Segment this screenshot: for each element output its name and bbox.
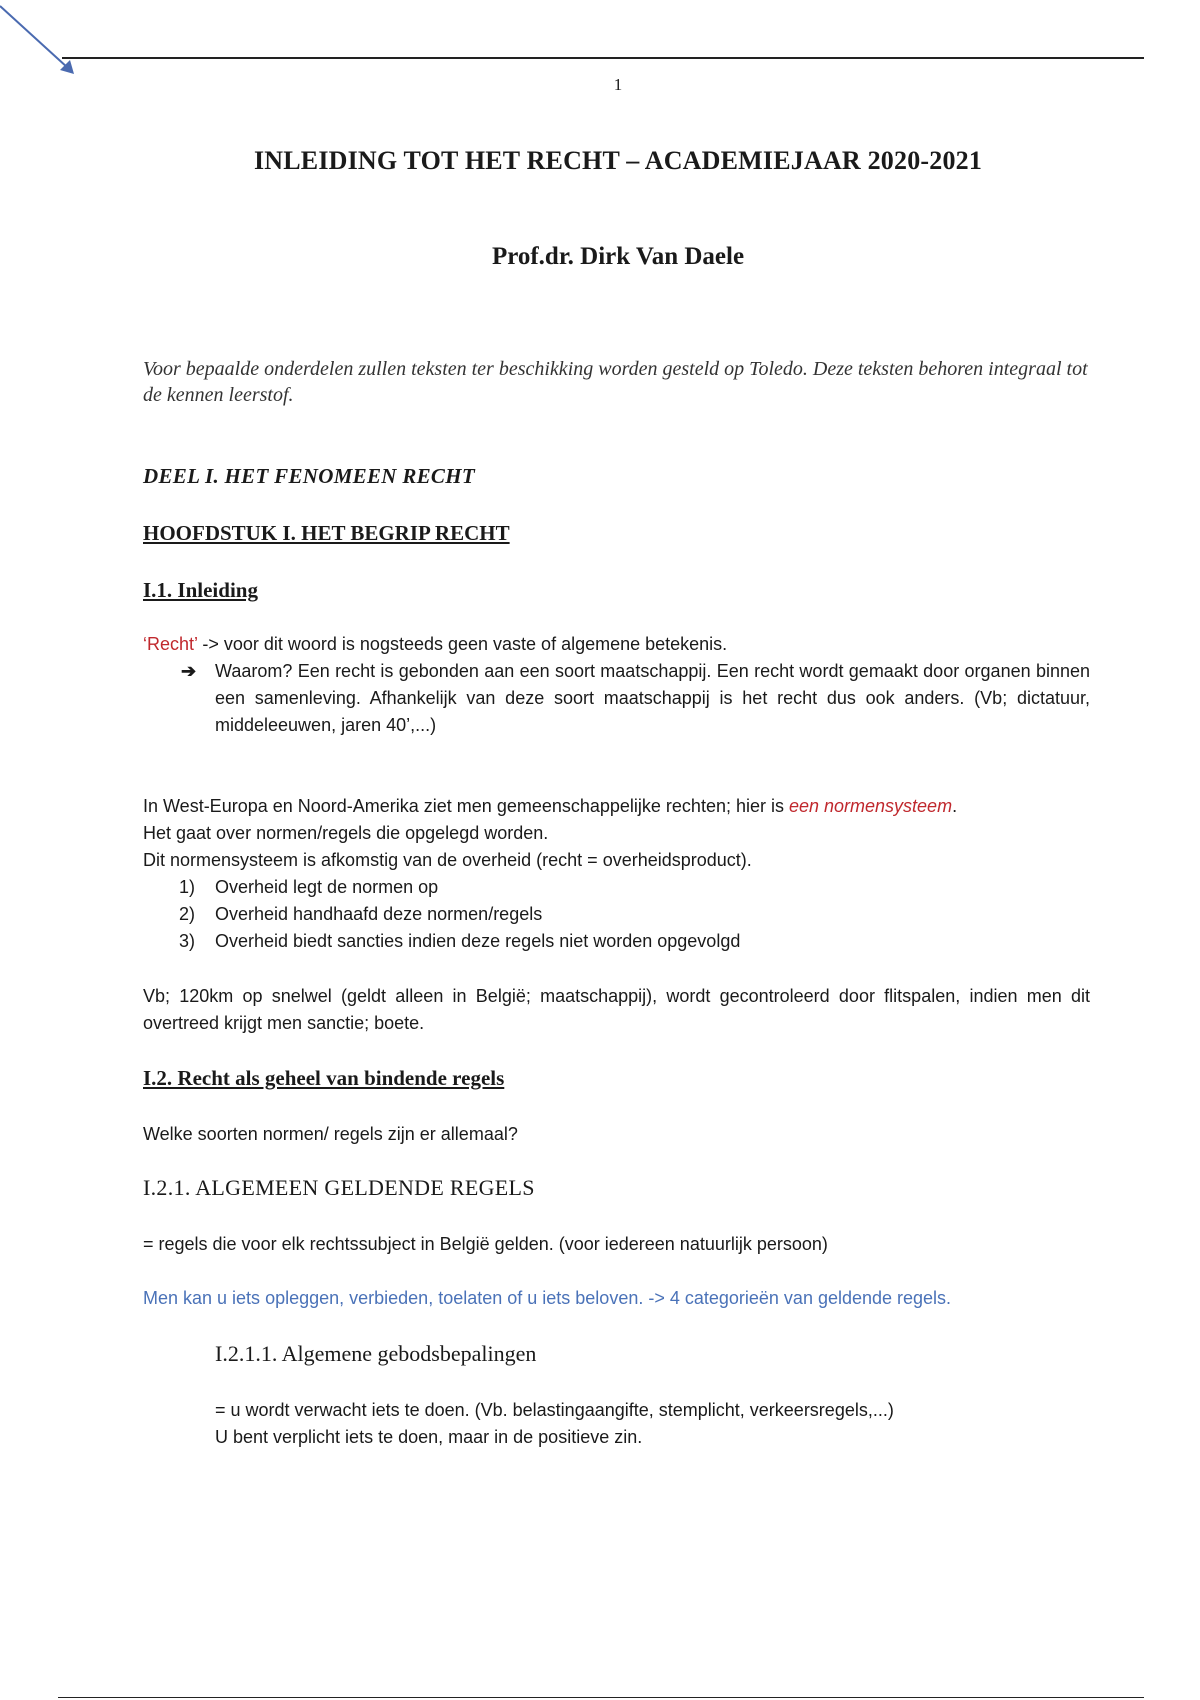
author-name: Prof.dr. Dirk Van Daele — [491, 243, 745, 270]
list-text: Overheid biedt sancties indien deze regels niet worden opgevolgd — [215, 931, 741, 951]
norms-text-end: . — [952, 796, 958, 816]
norms-highlight: een normensysteem — [788, 796, 953, 816]
document-title: INLEIDING TOT HET RECHT – ACADEMIEJAAR 2020-2021 — [253, 146, 983, 175]
list-text: Overheid legt de normen op — [215, 877, 439, 897]
list-item — [179, 901, 1079, 928]
subsubsection-heading: I.2.1.1. Algemene gebodsbepalingen — [215, 1341, 537, 1366]
norms-line-b: Het gaat over normen/regels die opgelegd worden. — [143, 823, 549, 843]
recht-text: -> voor dit woord is nogsteeds geen vaste of algemene betekenis. — [197, 634, 728, 654]
numbered-list — [179, 874, 1079, 955]
page-number: 1 — [613, 75, 623, 94]
categories-note: Men kan u iets opleggen, verbieden, toelaten of u iets beloven. -> 4 categorieën van geldende regels. — [143, 1288, 952, 1308]
recht-paragraph — [143, 631, 1090, 658]
list-number: 3) — [179, 931, 196, 951]
arrow-bullet — [181, 658, 1090, 739]
header-rule — [62, 57, 1144, 59]
arrow-right-icon: ➔ — [181, 661, 197, 681]
intro-note: Voor bepaalde onderdelen zullen teksten ter beschikking worden gesteld op Toledo. Deze teksten behoren integraal tot de kennen leerstof. — [143, 358, 1088, 406]
footer-rule — [58, 1697, 1144, 1698]
list-item — [179, 928, 1079, 955]
norms-line-c: Dit normensysteem is afkomstig van de overheid (recht = overheidsproduct). — [143, 850, 752, 870]
list-number: 1) — [179, 877, 196, 897]
arrow-bullet-text: Waarom? Een recht is gebonden aan een soort maatschappij. Een recht wordt gemaakt door organen binnen een samenleving. Afhankelijk van deze soort maatschappij is het recht dus ook anders. (Vb; dictatuur, middeleeuwen, jaren 40’,...) — [215, 661, 1090, 735]
recht-term: ‘Recht’ — [143, 634, 198, 654]
norms-paragraph — [143, 793, 1090, 820]
chapter-heading: HOOFDSTUK I. HET BEGRIP RECHT — [143, 521, 510, 545]
example-paragraph: Vb; 120km op snelwel (geldt alleen in België; maatschappij), wordt gecontroleerd door flitspalen, indien men dit overtreed krijgt men sanctie; boete. — [143, 986, 1090, 1033]
section-heading-2: I.2. Recht als geheel van bindende regels — [143, 1066, 505, 1090]
section-heading-1: I.1. Inleiding — [143, 578, 258, 602]
part-heading: DEEL I. HET FENOMEEN RECHT — [143, 464, 475, 488]
gebod-line-1: = u wordt verwacht iets te doen. (Vb. belastingaangifte, stemplicht, verkeersregels,...) — [215, 1400, 894, 1420]
list-number: 2) — [179, 904, 196, 924]
list-text: Overheid handhaafd deze normen/regels — [215, 904, 543, 924]
definition-paragraph: = regels die voor elk rechtssubject in België gelden. (voor iedereen natuurlijk persoon) — [143, 1234, 828, 1254]
question-paragraph: Welke soorten normen/ regels zijn er allemaal? — [143, 1124, 518, 1144]
norms-text-a: In West-Europa en Noord-Amerika ziet men gemeenschappelijke rechten; hier is — [143, 796, 789, 816]
gebod-line-2: U bent verplicht iets te doen, maar in de positieve zin. — [215, 1427, 643, 1447]
list-item — [179, 874, 1079, 901]
subsection-heading: I.2.1. ALGEMEEN GELDENDE REGELS — [143, 1175, 535, 1200]
